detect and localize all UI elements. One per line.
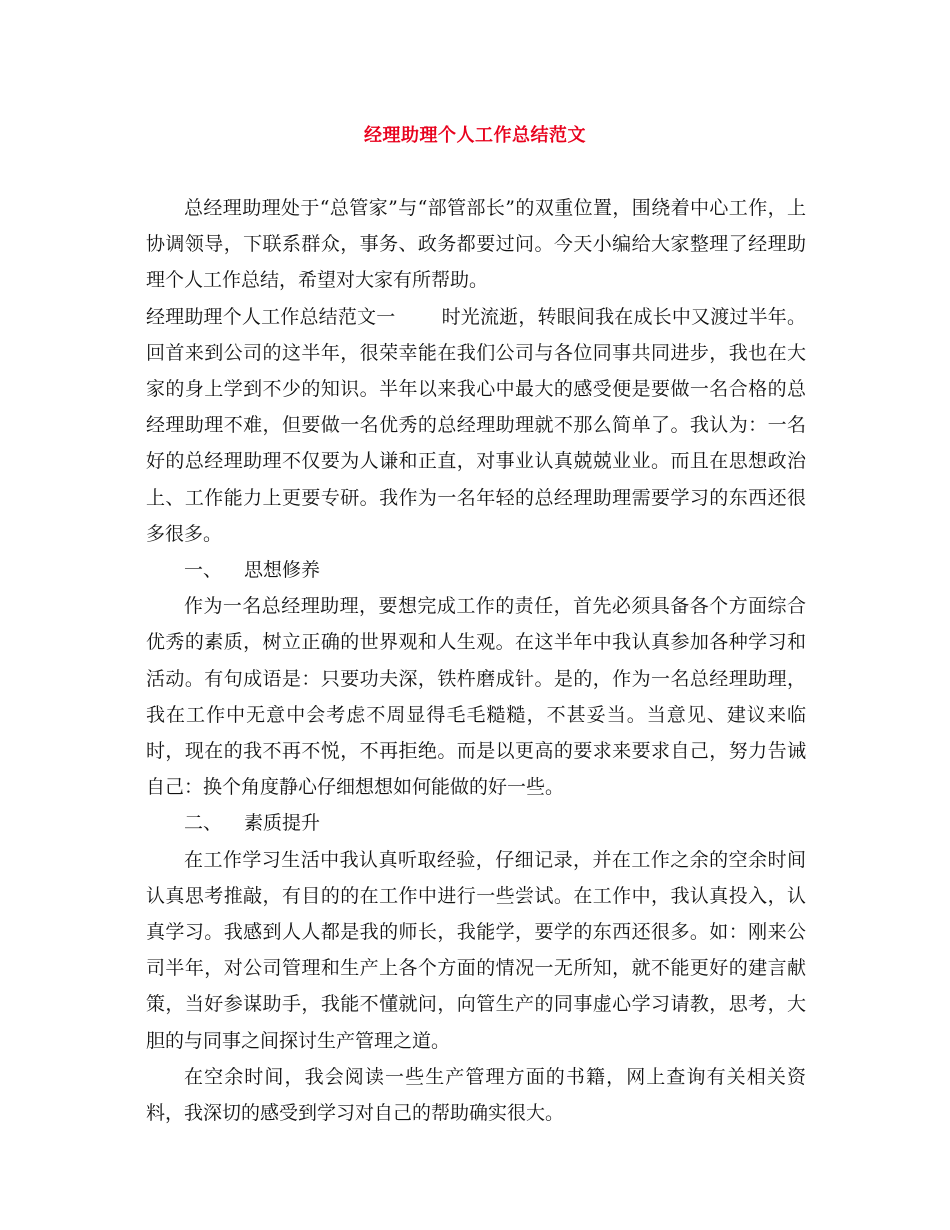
heading-text: 思想修养 xyxy=(244,559,321,582)
heading-thought-cultivation xyxy=(146,552,806,588)
intro-paragraph: 总经理助理处于“总管家”与“部管部长”的双重位置，围绕着中心工作，上协调领导，下联系群众，事务、政务都要过问。今天小编给大家整理了经理助理个人工作总结，希望对大家有所帮助。 xyxy=(146,197,806,292)
document-title: 经理助理个人工作总结范文 xyxy=(364,125,586,146)
heading-number: 一、 xyxy=(184,559,223,582)
section-paragraph xyxy=(146,299,806,552)
section-label: 经理助理个人工作总结范文一 xyxy=(146,305,396,328)
section-body: 时光流逝，转眼间我在成长中又渡过半年。回首来到公司的这半年，很荣幸能在我们公司与各位同事共同进步，我也在大家的身上学到不少的知识。半年以来我心中最大的感受便是要做一名合格的总经理助理不难，但要做一名优秀的总经理助理就不那么简单了。我认为：一名好的总经理助理不仅要为人谦和正直，对事业认真兢兢业业。而且在思想政治上、工作能力上更要专研。我作为一名年轻的总经理助理需要学习的东西还很多很多。 xyxy=(146,305,806,545)
paragraph-quality-improvement: 在工作学习生活中我认真听取经验，仔细记录，并在工作之余的空余时间认真思考推敲，有目的的在工作中进行一些尝试。在工作中，我认真投入，认真学习。我感到人人都是我的师长，我能学，要学的东西还很多。如：刚来公司半年，对公司管理和生产上各个方面的情况一无所知，就不能更好的建言献策，当好参谋助手，我能不懂就问，向管生产的同事虚心学习请教，思考，大胆的与同事之间探讨生产管理之道。 xyxy=(146,848,806,1052)
paragraph-spare-time: 在空余时间，我会阅读一些生产管理方面的书籍，网上查询有关相关资料，我深切的感受到学习对自己的帮助确实很大。 xyxy=(146,1065,806,1125)
heading-number: 二、 xyxy=(184,812,223,835)
document-body xyxy=(146,190,806,1131)
heading-text: 素质提升 xyxy=(244,812,321,835)
heading-quality-improvement xyxy=(146,805,806,841)
paragraph-thought-cultivation: 作为一名总经理助理，要想完成工作的责任，首先必须具备各个方面综合优秀的素质，树立正确的世界观和人生观。在这半年中我认真参加各种学习和活动。有句成语是：只要功夫深，铁杵磨成针。是的，作为一名总经理助理，我在工作中无意中会考虑不周显得毛毛糙糙，不甚妥当。当意见、建议来临时，现在的我不再不悦，不再拒绝。而是以更高的要求来要求自己，努力告诫自己：换个角度静心仔细想想如何能做的好一些。 xyxy=(146,595,806,799)
